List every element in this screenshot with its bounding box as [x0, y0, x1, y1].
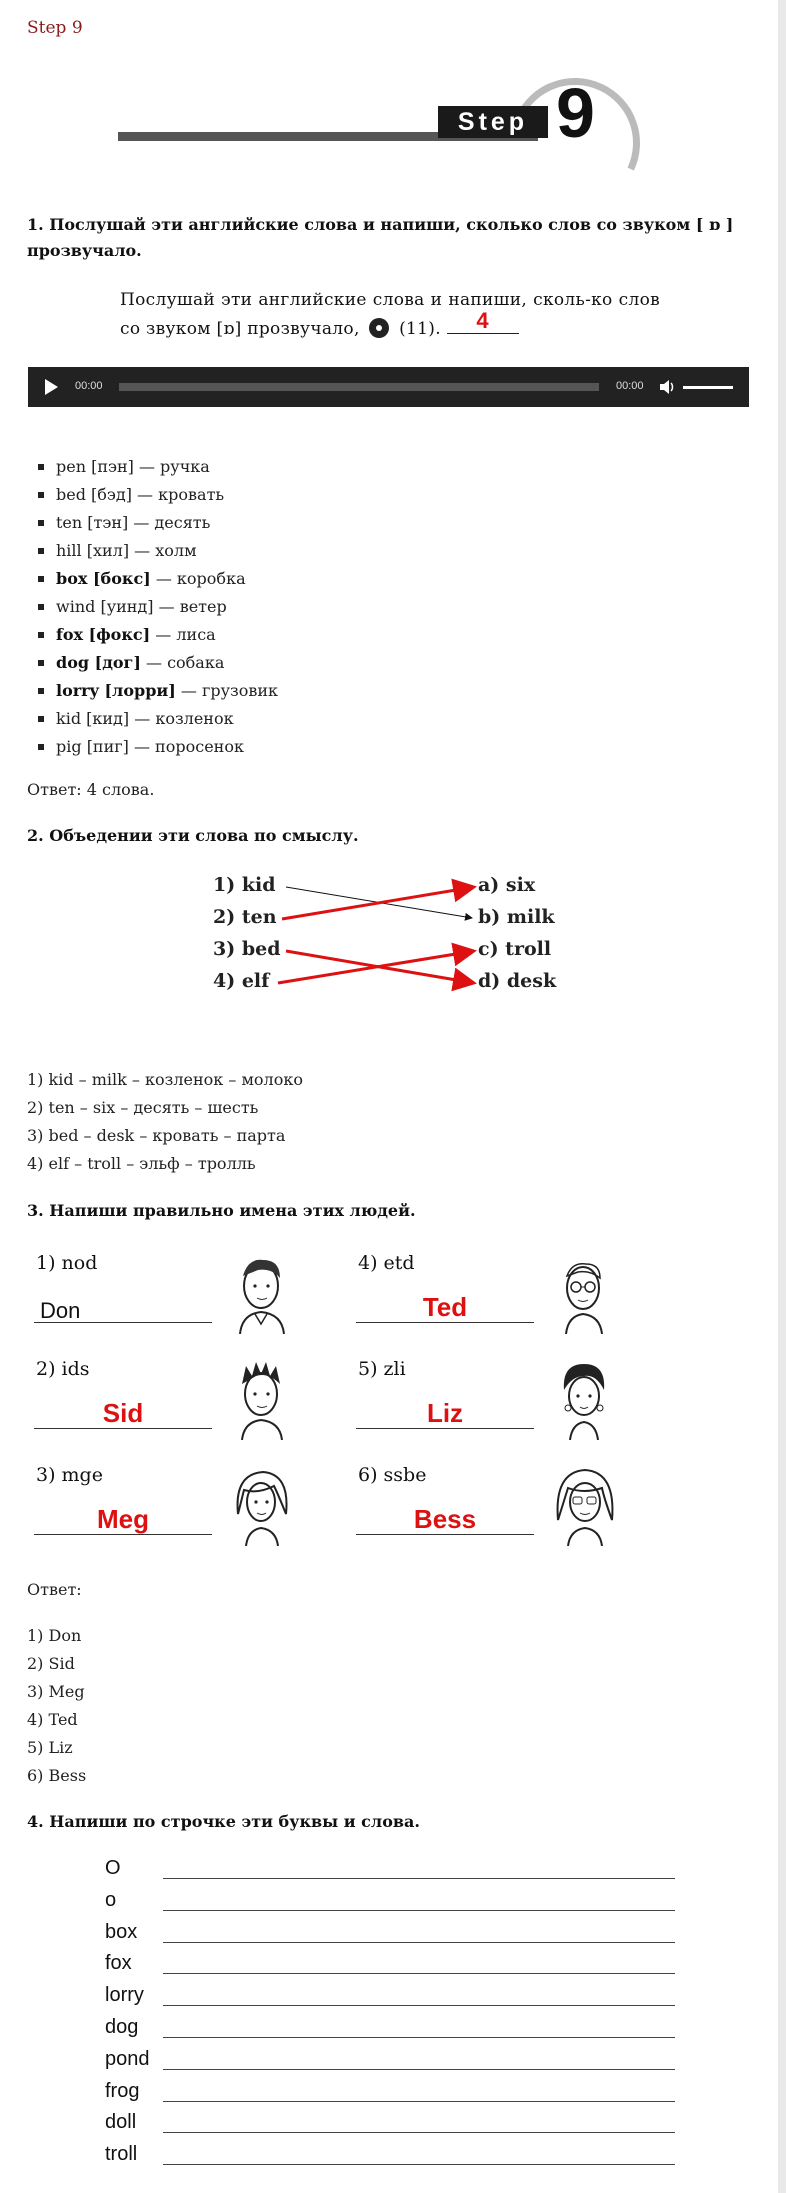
name-answer: Meg [97, 1504, 149, 1534]
word-list-item: bed [бэд] — кровать [38, 481, 278, 509]
name-question: 1) nod [36, 1252, 98, 1274]
answer-line [34, 1534, 212, 1535]
copy-row [105, 2078, 675, 2110]
left-word-3: 3) bed [213, 938, 281, 960]
copy-row [105, 2014, 675, 2046]
writing-exercise [105, 1855, 675, 2173]
word-translation: — лиса [150, 625, 216, 644]
answer-line: 2) Sid [27, 1654, 75, 1673]
word-translation: — коробка [150, 569, 246, 588]
names-exercise [30, 1240, 650, 1550]
name-answer: Ted [422, 1292, 468, 1322]
copy-row [105, 1887, 675, 1919]
name-item-1 [30, 1252, 330, 1352]
answer-line: 2) ten – six – десять – шесть [27, 1098, 259, 1117]
word-list-item: hill [хил] — холм [38, 537, 278, 565]
name-answer: Bess [413, 1504, 477, 1534]
word-highlight: lorry [лорри] [56, 681, 176, 700]
name-item-4 [352, 1252, 652, 1352]
answer-line: 6) Bess [27, 1766, 87, 1785]
copy-row [105, 2046, 675, 2078]
duration: 00:00 [616, 380, 644, 392]
volume-icon[interactable] [658, 378, 676, 396]
copy-row-label: box [105, 1920, 138, 1943]
volume-slider[interactable] [683, 386, 733, 389]
copy-row [105, 1950, 675, 1982]
boy-spiky-hair-portrait-icon [228, 1358, 298, 1440]
boy-portrait-icon [228, 1252, 298, 1334]
task3-answers [27, 1622, 86, 1790]
scan-answer: 4 [447, 309, 519, 334]
writing-line [163, 2132, 675, 2133]
writing-line [163, 2069, 675, 2070]
answer-line: 1) kid – milk – козленок – молоко [27, 1070, 303, 1089]
right-word-a: a) six [478, 874, 536, 896]
girl-glasses-portrait-icon [550, 1464, 620, 1546]
answer-line: 4) Ted [27, 1710, 78, 1729]
answer-line [34, 1428, 212, 1429]
copy-row [105, 2109, 675, 2141]
answer-line: 3) Meg [27, 1682, 85, 1701]
girl-earrings-portrait-icon [550, 1358, 620, 1440]
word-list-item [38, 565, 278, 593]
right-word-c: c) troll [478, 938, 552, 960]
copy-row-label: troll [105, 2143, 138, 2166]
copy-row-label: lorry [105, 1984, 144, 2007]
task4-heading: 4. Напиши по строчке эти буквы и слова. [27, 1812, 420, 1831]
name-answer: Sid [102, 1398, 144, 1428]
banner-step-number: 9 [556, 74, 595, 152]
matching-lines [210, 870, 570, 1000]
copy-row-label: o [105, 1888, 117, 1911]
word-list-item: wind [уинд] — ветер [38, 593, 278, 621]
copy-row [105, 1919, 675, 1951]
name-answer: Don [40, 1298, 81, 1323]
name-question: 2) ids [36, 1358, 90, 1380]
breadcrumb[interactable]: Step 9 [27, 18, 83, 38]
word-highlight: fox [фокс] [56, 625, 151, 644]
word-list [38, 453, 278, 761]
word-list-item: pig [пиг] — поросенок [38, 733, 278, 761]
writing-line [163, 2005, 675, 2006]
right-word-d: d) desk [478, 970, 557, 992]
writing-line [163, 1878, 675, 1879]
seek-bar[interactable] [119, 383, 599, 391]
answer-line [356, 1534, 534, 1535]
task1-answer: Ответ: 4 слова. [27, 780, 155, 799]
word-translation: — собака [140, 653, 225, 672]
copy-row-label: frog [105, 2079, 140, 2102]
banner-step-label: Step [438, 106, 548, 138]
copy-row [105, 1982, 675, 2014]
word-list-item [38, 621, 278, 649]
girl-portrait-icon [228, 1464, 298, 1546]
left-word-2: 2) ten [213, 906, 277, 928]
cd-icon [369, 318, 389, 338]
play-icon[interactable] [45, 379, 58, 395]
copy-row [105, 2141, 675, 2173]
name-item-5 [352, 1358, 652, 1458]
left-word-4: 4) elf [213, 970, 270, 992]
copy-row-label: doll [105, 2111, 137, 2134]
copy-row [105, 1855, 675, 1887]
answer-line [356, 1322, 534, 1323]
name-item-3 [30, 1464, 330, 1564]
word-list-item [38, 649, 278, 677]
step-banner [118, 70, 658, 160]
answer-line: 5) Liz [27, 1738, 73, 1757]
scan-track: (11). [399, 319, 441, 339]
writing-line [163, 2037, 675, 2038]
writing-line [163, 2101, 675, 2102]
word-highlight: dog [дог] [56, 653, 141, 672]
copy-row-label: dog [105, 2015, 139, 2038]
page-scrollbar[interactable] [778, 0, 786, 2193]
answer-line: 4) elf – troll – эльф – тролль [27, 1154, 256, 1173]
writing-line [163, 1942, 675, 1943]
name-question: 6) ssbe [358, 1464, 427, 1486]
writing-line [163, 1910, 675, 1911]
name-question: 3) mge [36, 1464, 103, 1486]
name-item-2 [30, 1358, 330, 1458]
name-question: 4) etd [358, 1252, 415, 1274]
word-list-item: kid [кид] — козленок [38, 705, 278, 733]
name-question: 5) zli [358, 1358, 406, 1380]
task3-answer-label: Ответ: [27, 1580, 82, 1599]
word-list-item: pen [пэн] — ручка [38, 453, 278, 481]
name-item-6 [352, 1464, 652, 1564]
copy-row-label: pond [105, 2047, 150, 2070]
task3-heading: 3. Напиши правильно имена этих людей. [27, 1201, 416, 1220]
copy-row-label: O [105, 1857, 121, 1879]
answer-line: 1) Don [27, 1626, 82, 1645]
word-translation: — грузовик [175, 681, 279, 700]
answer-line [34, 1322, 212, 1323]
right-word-b: b) milk [478, 906, 555, 928]
current-time: 00:00 [75, 380, 103, 392]
answer-line [356, 1428, 534, 1429]
task2-answers [27, 1066, 303, 1178]
writing-line [163, 2164, 675, 2165]
word-highlight: box [бокс] [56, 569, 151, 588]
scan-text: Послушай эти английские слова и напиши, сколь-ко слов со звуком [ɒ] прозвучало, [120, 290, 660, 339]
task1-heading: 1. Послушай эти английские слова и напиши, сколько слов со звуком [ ɒ ] прозвучало. [27, 215, 734, 260]
task2-heading: 2. Объедении эти слова по смыслу. [27, 826, 359, 845]
answer-line: 3) bed – desk – кровать – парта [27, 1126, 286, 1145]
left-word-1: 1) kid [213, 874, 276, 896]
task1-scan [120, 286, 660, 344]
word-list-item: ten [тэн] — десять [38, 509, 278, 537]
writing-line [163, 1973, 675, 1974]
copy-row-label: fox [105, 1952, 132, 1975]
audio-player [28, 367, 749, 407]
word-list-item [38, 677, 278, 705]
name-answer: Liz [426, 1398, 464, 1428]
boy-glasses-portrait-icon [550, 1252, 620, 1334]
matching-exercise [210, 870, 570, 1000]
